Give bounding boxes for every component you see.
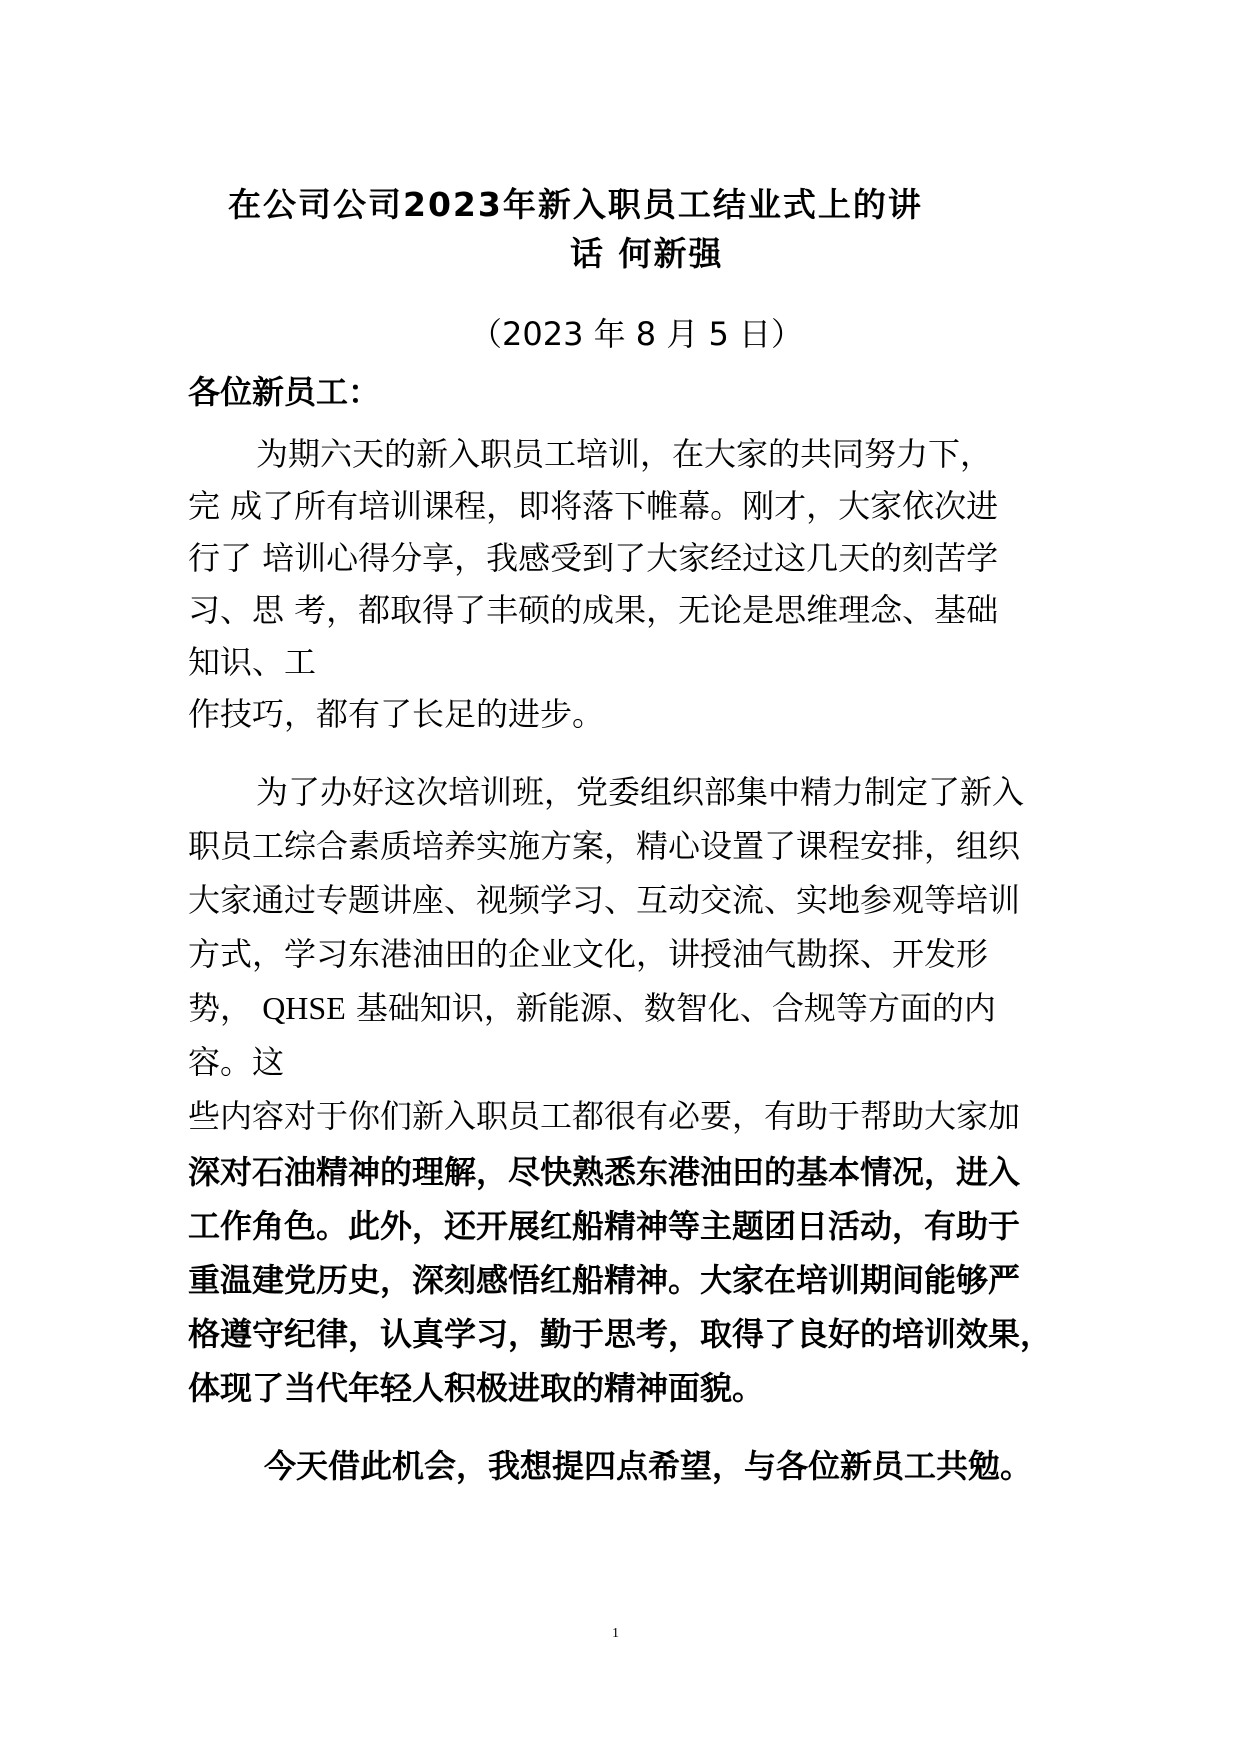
paragraph2-line5-end: 基础知识，新能源、数智化、合规等方面的内 xyxy=(345,989,996,1027)
paragraph2-line5 xyxy=(188,986,996,1030)
speech-title-line2: 话 何新强 xyxy=(570,234,724,273)
paragraph2-line4: 方式，学习东港油田的企业文化，讲授油气勘探、开发形 xyxy=(188,935,989,973)
paragraph3-line5: 体现了当代年轻人积极进取的精神面貌。 xyxy=(188,1369,765,1407)
paragraph2-line2: 职员工综合素质培养实施方案，精心设置了课程安排，组织 xyxy=(188,827,1021,865)
paragraph2-line7: 些内容对于你们新入职员工都很有必要，有助于帮助大家加 xyxy=(188,1097,1021,1135)
paragraph1-line2: 完 成了所有培训课程，即将落下帷幕。刚才，大家依次进 xyxy=(188,487,999,525)
paragraph1-line4: 习、思 考，都取得了丰硕的成果，无论是思维理念、基础 xyxy=(188,591,999,629)
paragraph3-line4: 格遵守纪律，认真学习，勤于思考，取得了良好的培训效果， xyxy=(188,1315,1053,1353)
paragraph2-line1: 为了办好这次培训班，党委组织部集中精力制定了新入 xyxy=(256,773,1025,811)
paragraph1-line1: 为期六天的新入职员工培训，在大家的共同努力下， xyxy=(256,435,993,473)
paragraph1-line6: 作技巧，都有了长足的进步。 xyxy=(188,695,605,733)
paragraph4-line1: 今天借此机会，我想提四点希望，与各位新员工共勉。 xyxy=(264,1447,1033,1485)
paragraph3-line3: 重温建党历史，深刻感悟红船精神。大家在培训期间能够严 xyxy=(188,1261,1021,1299)
paragraph3-line2: 工作角色。此外，还开展红船精神等主题团日活动，有助于 xyxy=(188,1207,1021,1245)
paragraph1-line5: 知识、工 xyxy=(188,643,317,681)
paragraph2-line5-start: 势， xyxy=(188,989,263,1027)
paragraph1-line3: 行了 培训心得分享，我感受到了大家经过这几天的刻苦学 xyxy=(188,539,999,577)
paragraph3-line1: 深对石油精神的理解，尽快熟悉东港油田的基本情况，进入 xyxy=(188,1153,1021,1191)
salutation: 各位新员工： xyxy=(188,373,381,411)
page-number: 1 xyxy=(612,1626,619,1641)
speech-date: （2023 年 8 月 5 日） xyxy=(470,315,804,353)
speech-title-line1: 在公司公司2023年新入职员工结业式上的讲 xyxy=(228,185,923,224)
paragraph2-line6: 容。这 xyxy=(188,1043,285,1081)
qhse-term: QHSE xyxy=(262,990,346,1026)
paragraph2-line3: 大家通过专题讲座、视频学习、互动交流、实地参观等培训 xyxy=(188,881,1021,919)
